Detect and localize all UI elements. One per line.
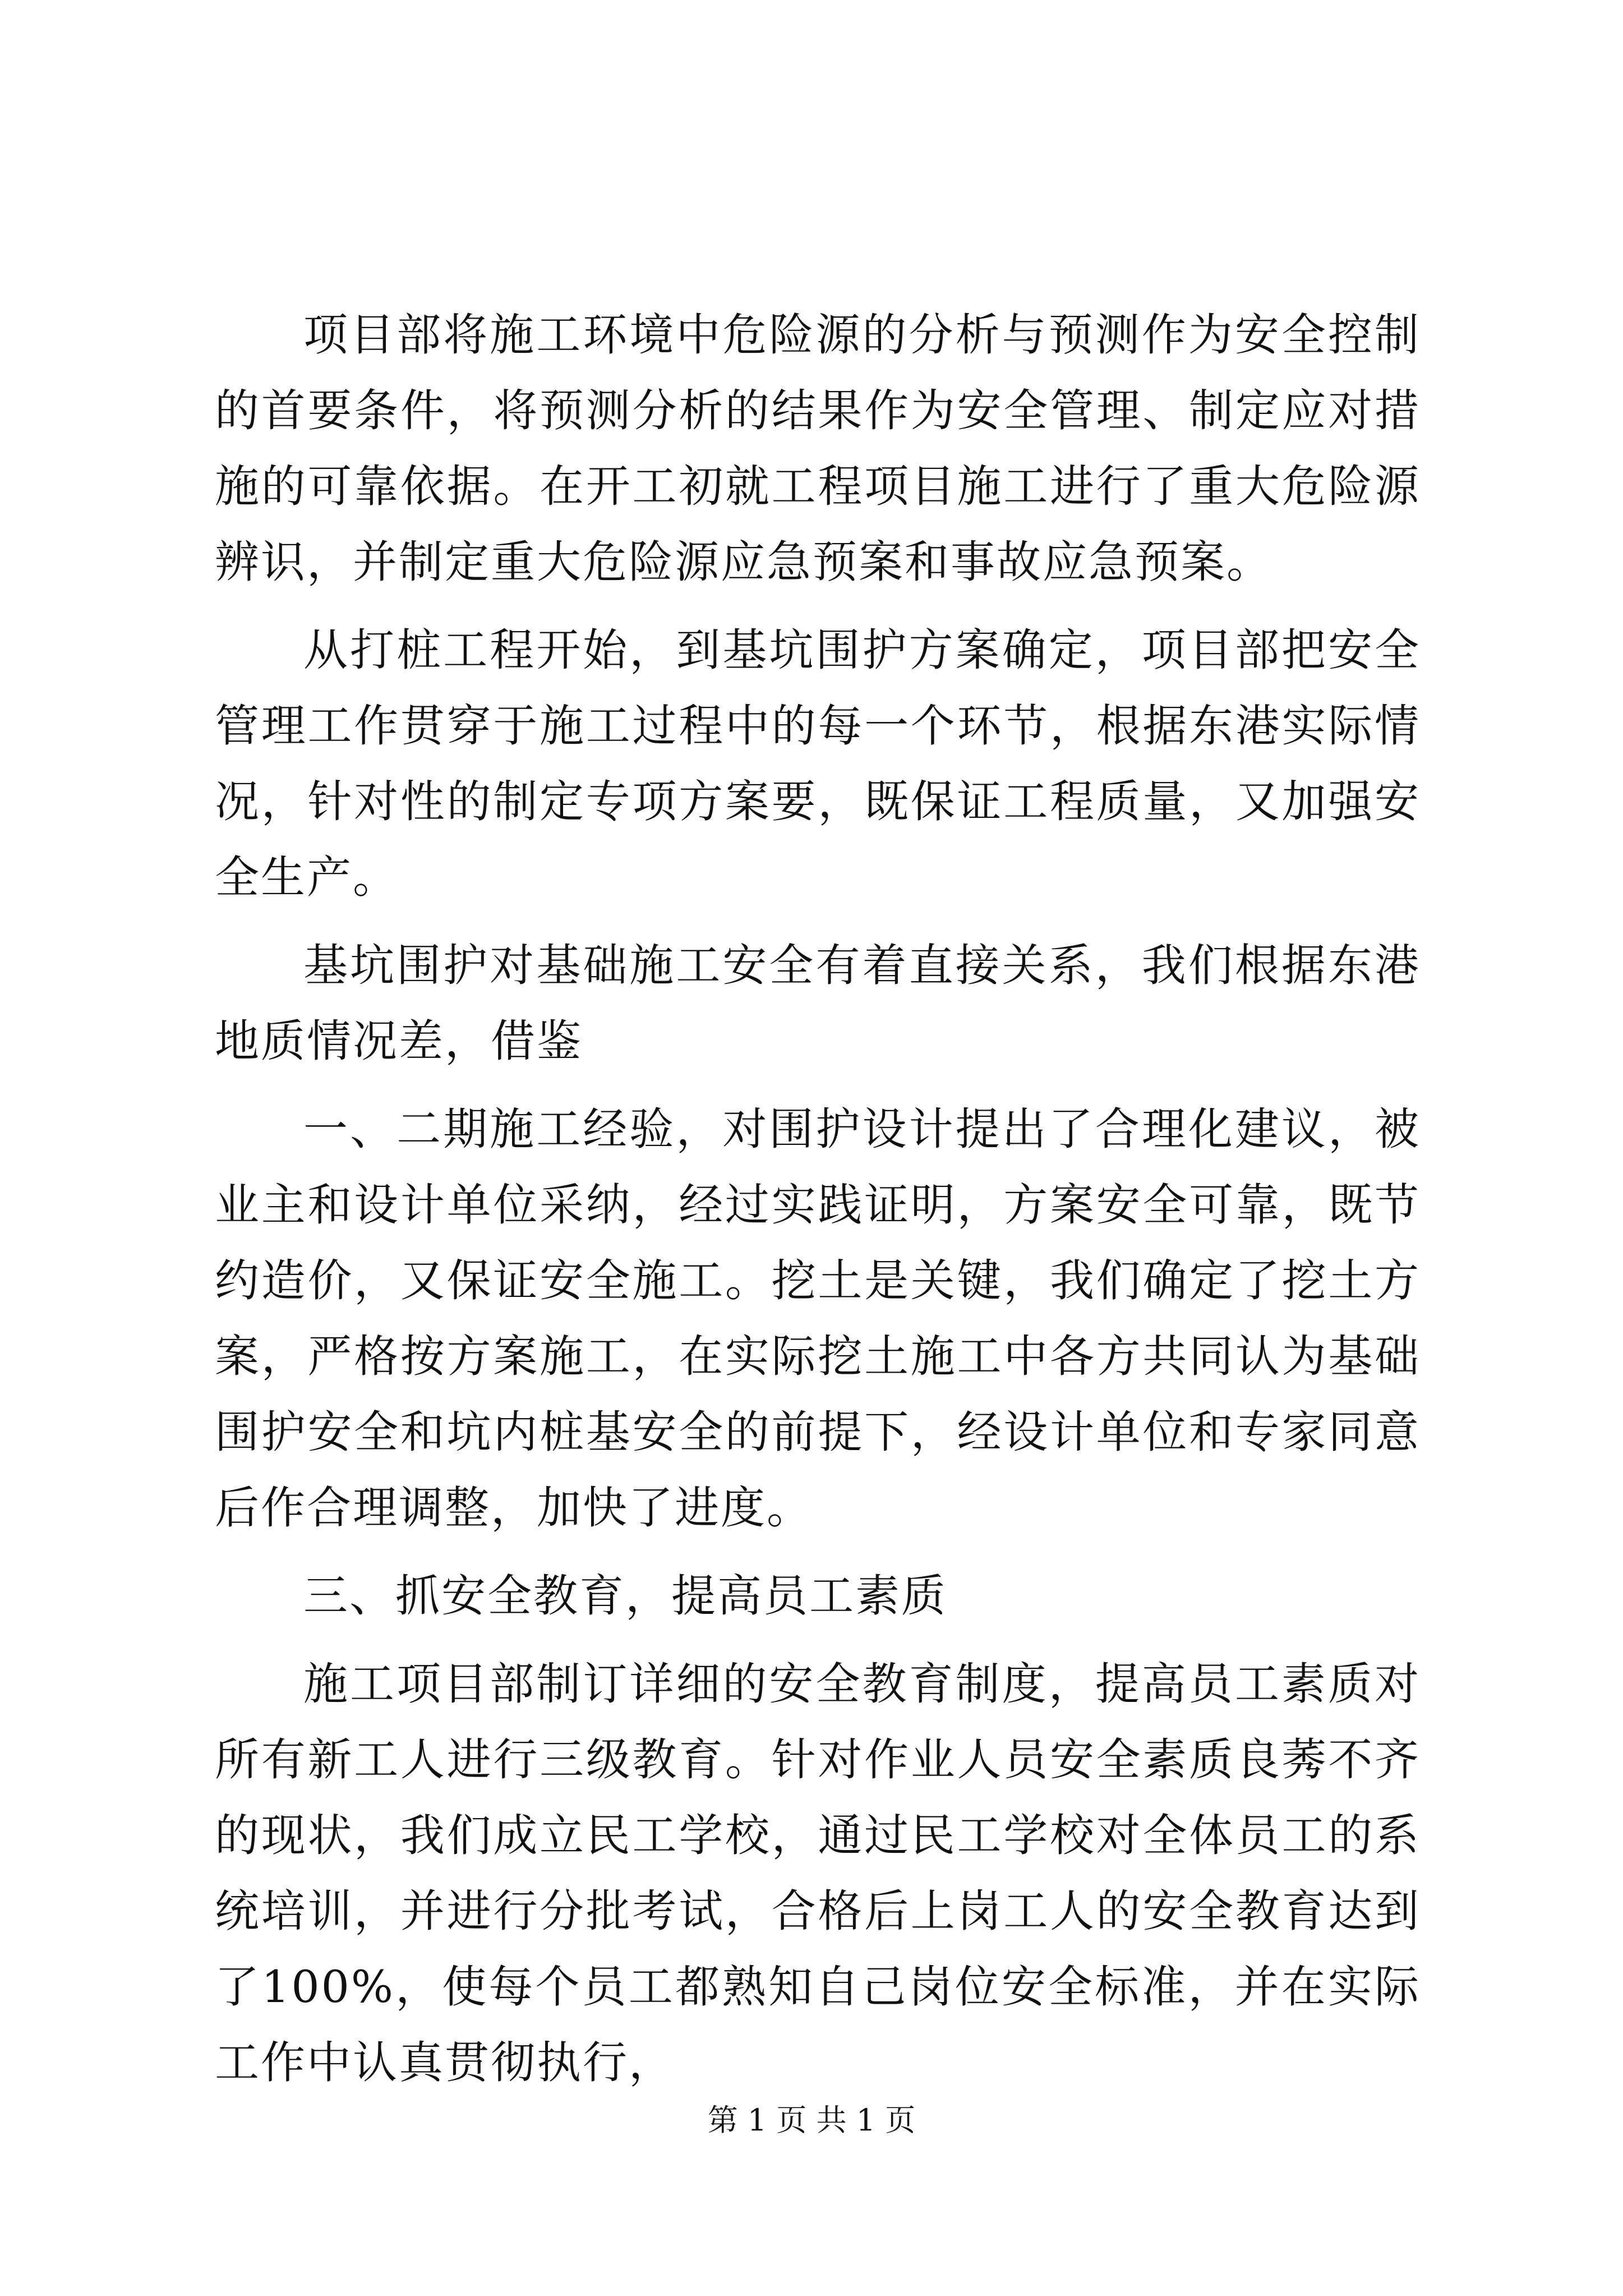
paragraph-foundation-pit: 基坑围护对基础施工安全有着直接关系，我们根据东港地质情况差，借鉴 (215, 940, 1421, 1067)
paragraph-piling-safety: 从打桩工程开始，到基坑围护方案确定，项目部把安全管理工作贯穿于施工过程中的每一个环节，根据东港实际情况，针对性的制定专项方案要，既保证工程质量，又加强安全生产。 (215, 624, 1421, 903)
document-body (215, 297, 1421, 2113)
page-number-footer: 第 1 页 共 1 页 (707, 2102, 916, 2138)
paragraph-construction-experience: 一、二期施工经验，对围护设计提出了合理化建议，被业主和设计单位采纳，经过实践证明，方案安全可靠，既节约造价，又保证安全施工。挖土是关键，我们确定了挖土方案，严格按方案施工，在实际挖土施工中各方共同认为基础围护安全和坑内桩基安全的前提下，经设计单位和专家同意后作合理调整，加快了进度。 (215, 1103, 1421, 1534)
paragraph-safety-education: 施工项目部制订详细的安全教育制度，提高员工素质对所有新工人进行三级教育。针对作业人员安全素质良莠不齐的现状，我们成立民工学校，通过民工学校对全体员工的系统培训，并进行分批考试，合格后上岗工人的安全教育达到了100%，使每个员工都熟知自己岗位安全标准，并在实际工作中认真贯彻执行， (215, 1658, 1421, 2088)
section-heading-safety-education: 三、抓安全教育，提高员工素质 (303, 1570, 947, 1622)
paragraph-hazard-analysis: 项目部将施工环境中危险源的分析与预测作为安全控制的首要条件，将预测分析的结果作为安全管理、制定应对措施的可靠依据。在开工初就工程项目施工进行了重大危险源辨识，并制定重大危险源应急预案和事故应急预案。 (215, 309, 1421, 588)
